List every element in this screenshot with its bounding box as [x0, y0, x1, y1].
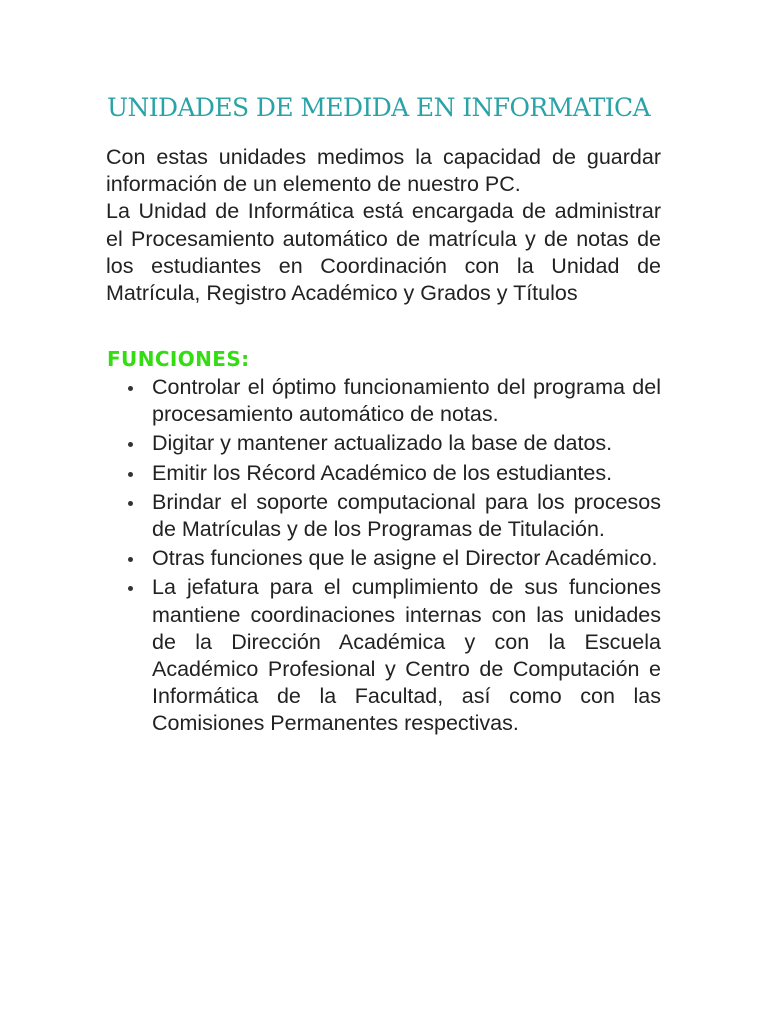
intro-paragraph-1: Con estas unidades medimos la capacidad de guardar información de un elemento de nuestro PC. — [106, 145, 661, 197]
intro-paragraph-2: La Unidad de Informática está encargada de administrar el Procesamiento automático de matrícula y de notas de los estudiantes en Coordinación con la Unidad de Matrícula, Registro Académico y Grados y Títulos — [106, 199, 661, 306]
list-item — [120, 489, 661, 543]
list-item — [120, 574, 661, 737]
bullet-icon — [128, 586, 133, 591]
bullet-icon — [128, 557, 133, 562]
intro-text — [106, 144, 661, 307]
page-title: UNIDADES DE MEDIDA EN INFORMATICA — [107, 93, 651, 122]
list-item — [120, 545, 661, 572]
funciones-heading: FUNCIONES: — [107, 347, 250, 371]
bullet-icon — [128, 386, 133, 391]
list-item-text: Controlar el óptimo funcionamiento del programa del procesamiento automático de notas. — [152, 375, 661, 427]
list-item — [120, 460, 661, 487]
bullet-icon — [128, 472, 133, 477]
list-item-text: Emitir los Récord Académico de los estudiantes. — [152, 460, 613, 485]
list-item-text: La jefatura para el cumplimiento de sus funciones mantiene coordinaciones internas con las unidades de la Dirección Académica y con la Escuela Académico Profesional y Centro de Computación e Informática de la Facultad, así como con las Comisiones Permanentes respectivas. — [152, 575, 661, 736]
list-item-text: Brindar el soporte computacional para los procesos de Matrículas y de los Programas de Titulación. — [152, 489, 661, 542]
funciones-list — [120, 374, 661, 740]
list-item-text: Digitar y mantener actualizado la base de datos. — [152, 431, 613, 456]
list-item — [120, 374, 661, 428]
bullet-icon — [128, 501, 133, 506]
bullet-icon — [128, 442, 133, 447]
list-item — [120, 430, 661, 457]
list-item-text: Otras funciones que le asigne el Director Académico. — [152, 546, 658, 571]
